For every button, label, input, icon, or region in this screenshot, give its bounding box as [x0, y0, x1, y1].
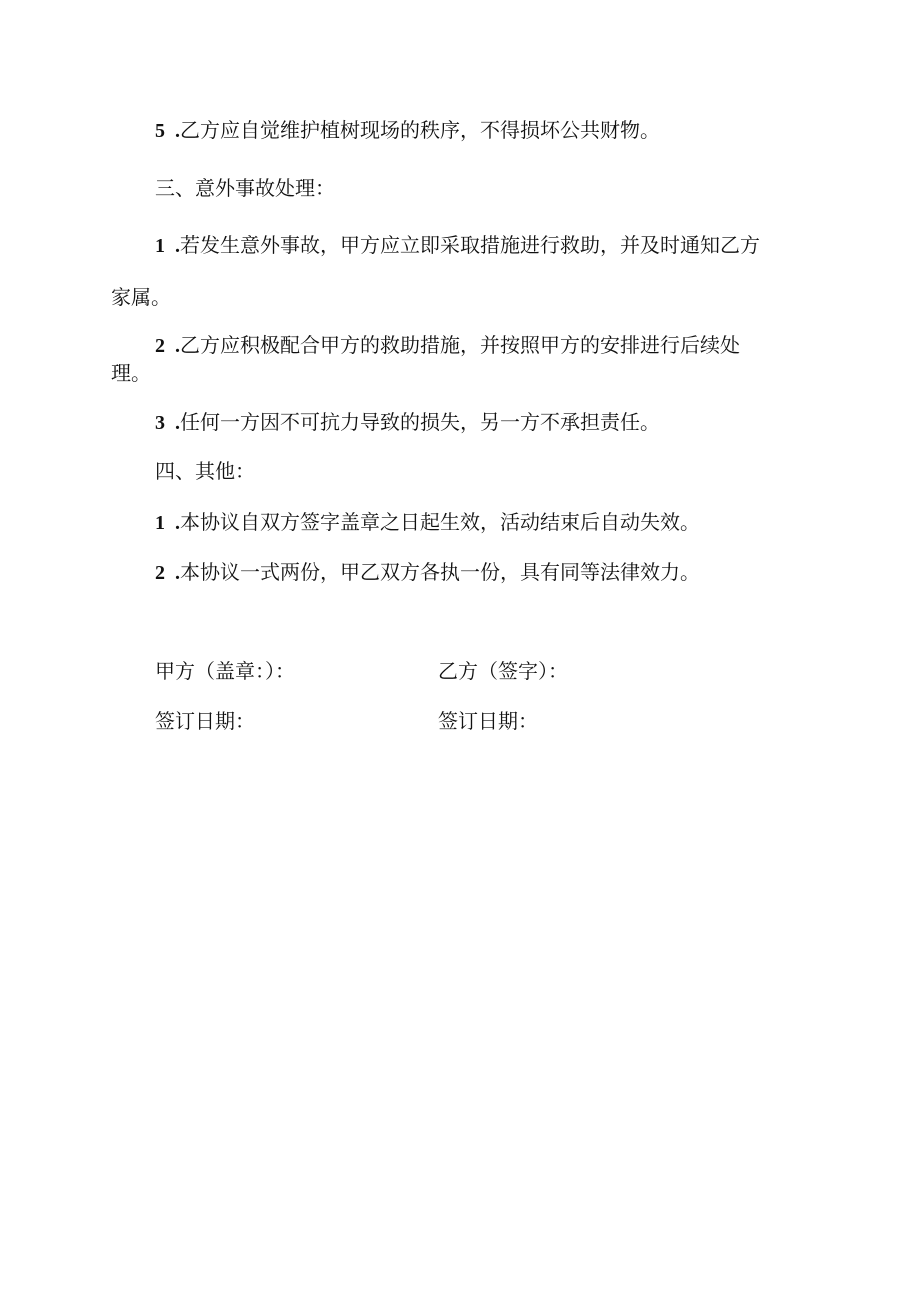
clause-text: 本协议一式两份，甲乙双方各执一份，具有同等法律效力。	[180, 560, 700, 584]
party-b-signature-label: 乙方（签字）：	[438, 659, 568, 683]
clause-item: 1 .本协议自双方签字盖章之日起生效，活动结束后自动失效。	[155, 510, 700, 534]
clause-item: 2 .本协议一式两份，甲乙双方各执一份，具有同等法律效力。	[155, 560, 700, 584]
clause-text: 任何一方因不可抗力导致的损失，另一方不承担责任。	[180, 410, 660, 434]
clause-text: 若发生意外事故，甲方应立即采取措施进行救助，并及时通知乙方	[180, 233, 760, 257]
clause-item: 1 .若发生意外事故，甲方应立即采取措施进行救助，并及时通知乙方	[155, 233, 760, 257]
clause-number: 1	[155, 512, 165, 534]
clause-continuation: 家属。	[111, 285, 171, 309]
clause-number: 5	[155, 120, 165, 142]
clause-text: 乙方应自觉维护植树现场的秩序，不得损坏公共财物。	[180, 118, 660, 142]
clause-number: 3	[155, 412, 165, 434]
clause-number: 2	[155, 562, 165, 584]
clause-text: 本协议自双方签字盖章之日起生效，活动结束后自动失效。	[180, 510, 700, 534]
clause-item: 5 .乙方应自觉维护植树现场的秩序，不得损坏公共财物。	[155, 118, 660, 142]
clause-item: 2 .乙方应积极配合甲方的救助措施，并按照甲方的安排进行后续处	[155, 333, 740, 357]
clause-number: 1	[155, 235, 165, 257]
clause-item: 3 .任何一方因不可抗力导致的损失，另一方不承担责任。	[155, 410, 660, 434]
party-b-date-label: 签订日期：	[438, 709, 538, 733]
section-heading: 四、其他：	[155, 459, 255, 483]
clause-continuation: 理。	[111, 361, 151, 385]
section-heading: 三、意外事故处理：	[155, 176, 335, 200]
clause-text: 乙方应积极配合甲方的救助措施，并按照甲方的安排进行后续处	[180, 333, 740, 357]
party-a-date-label: 签订日期：	[155, 709, 255, 733]
clause-number: 2	[155, 335, 165, 357]
party-a-seal-label: 甲方（盖章：）：	[155, 659, 295, 683]
